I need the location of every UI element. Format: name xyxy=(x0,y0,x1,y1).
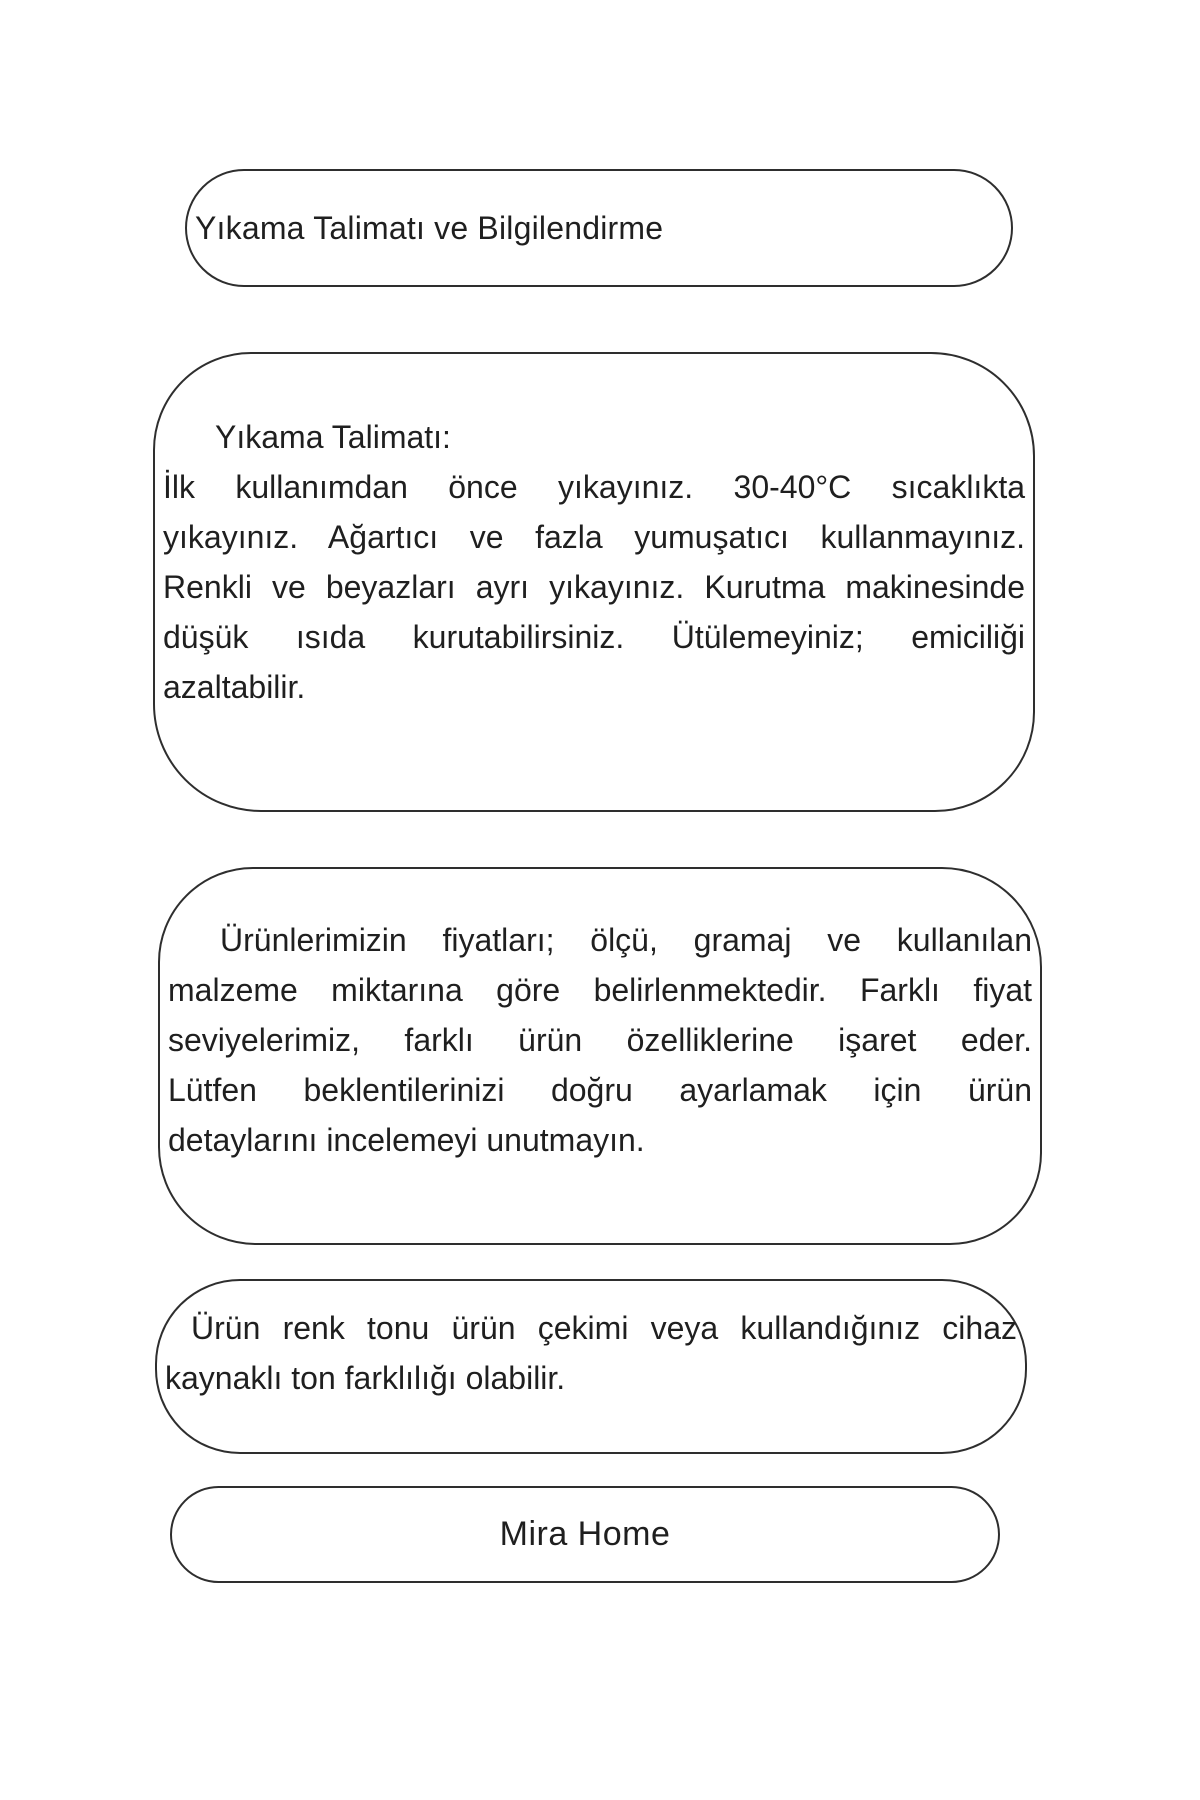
brand-name: Mira Home xyxy=(499,1515,671,1553)
color-disclaimer-line: kaynaklı ton farklılığı olabilir. xyxy=(165,1360,566,1396)
pricing-info-line: detaylarını incelemeyi unutmayın. xyxy=(168,1122,645,1158)
pricing-info-line: seviyelerimiz, farklı ürün özelliklerine işaret eder. xyxy=(168,1022,1032,1058)
pricing-info-line: malzeme miktarına göre belirlenmektedir. Farklı fiyat xyxy=(168,972,1032,1008)
care-instructions-line: yıkayınız. Ağartıcı ve fazla yumuşatıcı kullanmayınız. xyxy=(163,519,1025,555)
care-instructions-line: düşük ısıda kurutabilirsiniz. Ütülemeyiniz; emiciliği xyxy=(163,619,1025,655)
pricing-info-line: Ürünlerimizin fiyatları; ölçü, gramaj ve kullanılan xyxy=(220,922,1032,958)
pricing-info-line: Lütfen beklentilerinizi doğru ayarlamak için ürün xyxy=(168,1072,1032,1108)
pricing-info-box xyxy=(158,867,1042,1245)
care-instructions-line: Renkli ve beyazları ayrı yıkayınız. Kurutma makinesinde xyxy=(163,569,1025,605)
page-title: Yıkama Talimatı ve Bilgilendirme xyxy=(195,209,664,246)
care-instructions-line: İlk kullanımdan önce yıkayınız. 30-40°C sıcaklıkta xyxy=(163,469,1025,505)
color-disclaimer-box xyxy=(155,1279,1027,1454)
title-box xyxy=(185,169,1013,287)
color-disclaimer-line: Ürün renk tonu ürün çekimi veya kullandığınız cihaz xyxy=(191,1310,1017,1346)
care-instructions-line: azaltabilir. xyxy=(163,669,306,705)
care-instructions-box xyxy=(153,352,1035,812)
brand-box xyxy=(170,1486,1000,1583)
care-instructions-heading: Yıkama Talimatı: xyxy=(215,419,451,455)
